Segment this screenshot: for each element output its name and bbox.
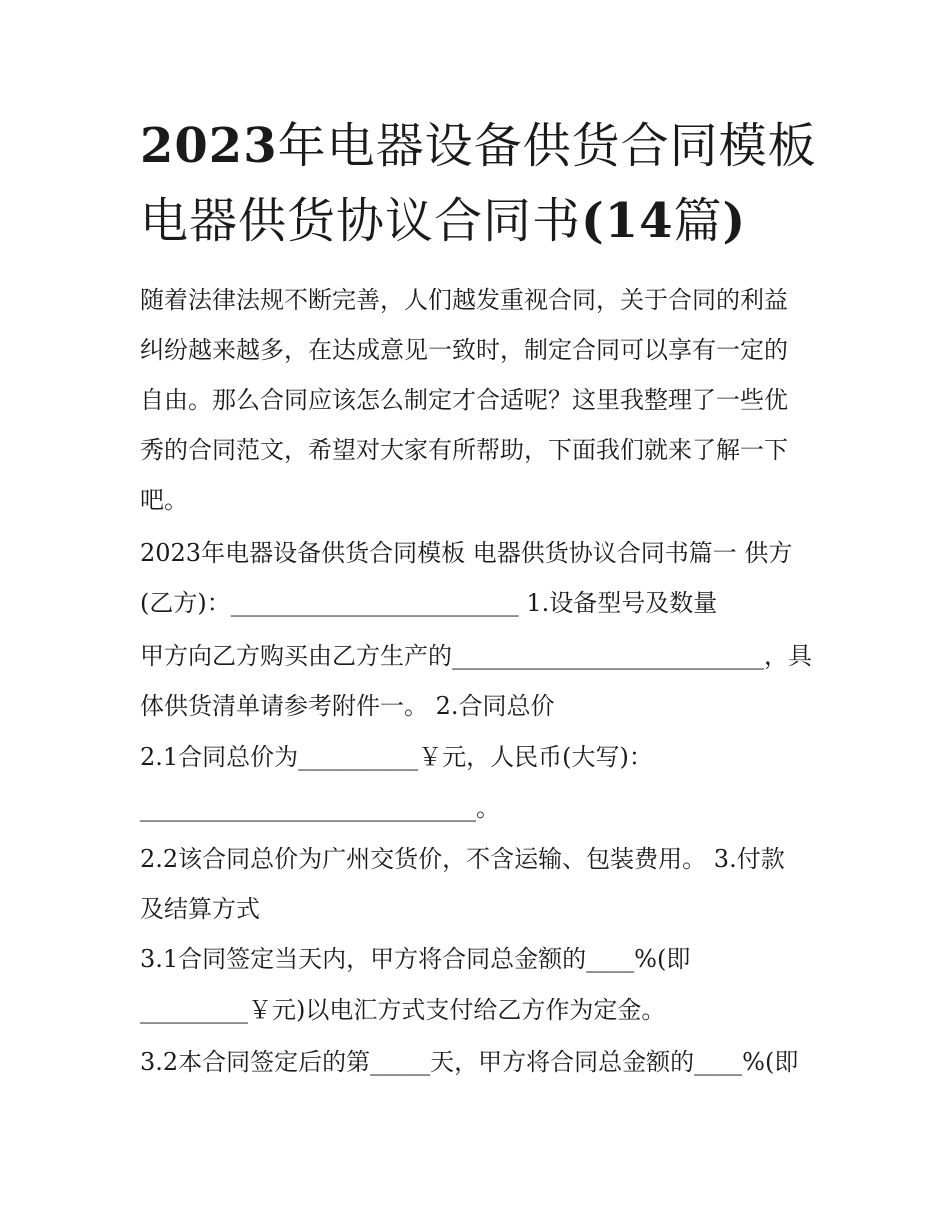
document-title-line-1: 2023年电器设备供货合同模板 xyxy=(140,118,817,174)
body-line-10: _________￥元)以电汇方式支付给乙方作为定金。 xyxy=(140,996,666,1024)
body-line-8: 及结算方式 xyxy=(140,895,260,923)
body-line-2: (乙方)：________________________ 1.设备型号及数量 xyxy=(140,589,718,617)
document-title-line-2: 电器供货协议合同书(14篇) xyxy=(140,193,747,249)
body-line-5: 2.1合同总价为__________￥元，人民币(大写)： xyxy=(140,743,653,771)
body-line-6: ____________________________。 xyxy=(140,794,500,822)
intro-line-5: 吧。 xyxy=(140,486,188,514)
intro-line-3: 自由。那么合同应该怎么制定才合适呢？这里我整理了一些优 xyxy=(140,386,788,414)
intro-line-2: 纠纷越来越多，在达成意见一致时，制定合同可以享有一定的 xyxy=(140,336,788,364)
body-line-11: 3.2本合同签定后的第_____天，甲方将合同总金额的____%(即 xyxy=(140,1048,799,1076)
body-line-9: 3.1合同签定当天内，甲方将合同总金额的____%(即 xyxy=(140,945,691,973)
intro-line-4: 秀的合同范文，希望对大家有所帮助，下面我们就来了解一下 xyxy=(140,436,788,464)
body-line-7: 2.2该合同总价为广州交货价，不含运输、包装费用。 3.付款 xyxy=(140,845,785,873)
intro-line-1: 随着法律法规不断完善，人们越发重视合同，关于合同的利益 xyxy=(140,286,788,314)
body-line-1: 2023年电器设备供货合同模板 电器供货协议合同书篇一 供方 xyxy=(140,539,793,567)
title-bold-run: (14 xyxy=(581,193,674,249)
body-line-4: 体供货清单请参考附件一。 2.合同总价 xyxy=(140,692,555,720)
body-line-3: 甲方向乙方购买由乙方生产的__________________________，具 xyxy=(140,642,812,670)
title-bold-run: 2023 xyxy=(140,118,278,174)
title-bold-run: ) xyxy=(722,193,747,249)
